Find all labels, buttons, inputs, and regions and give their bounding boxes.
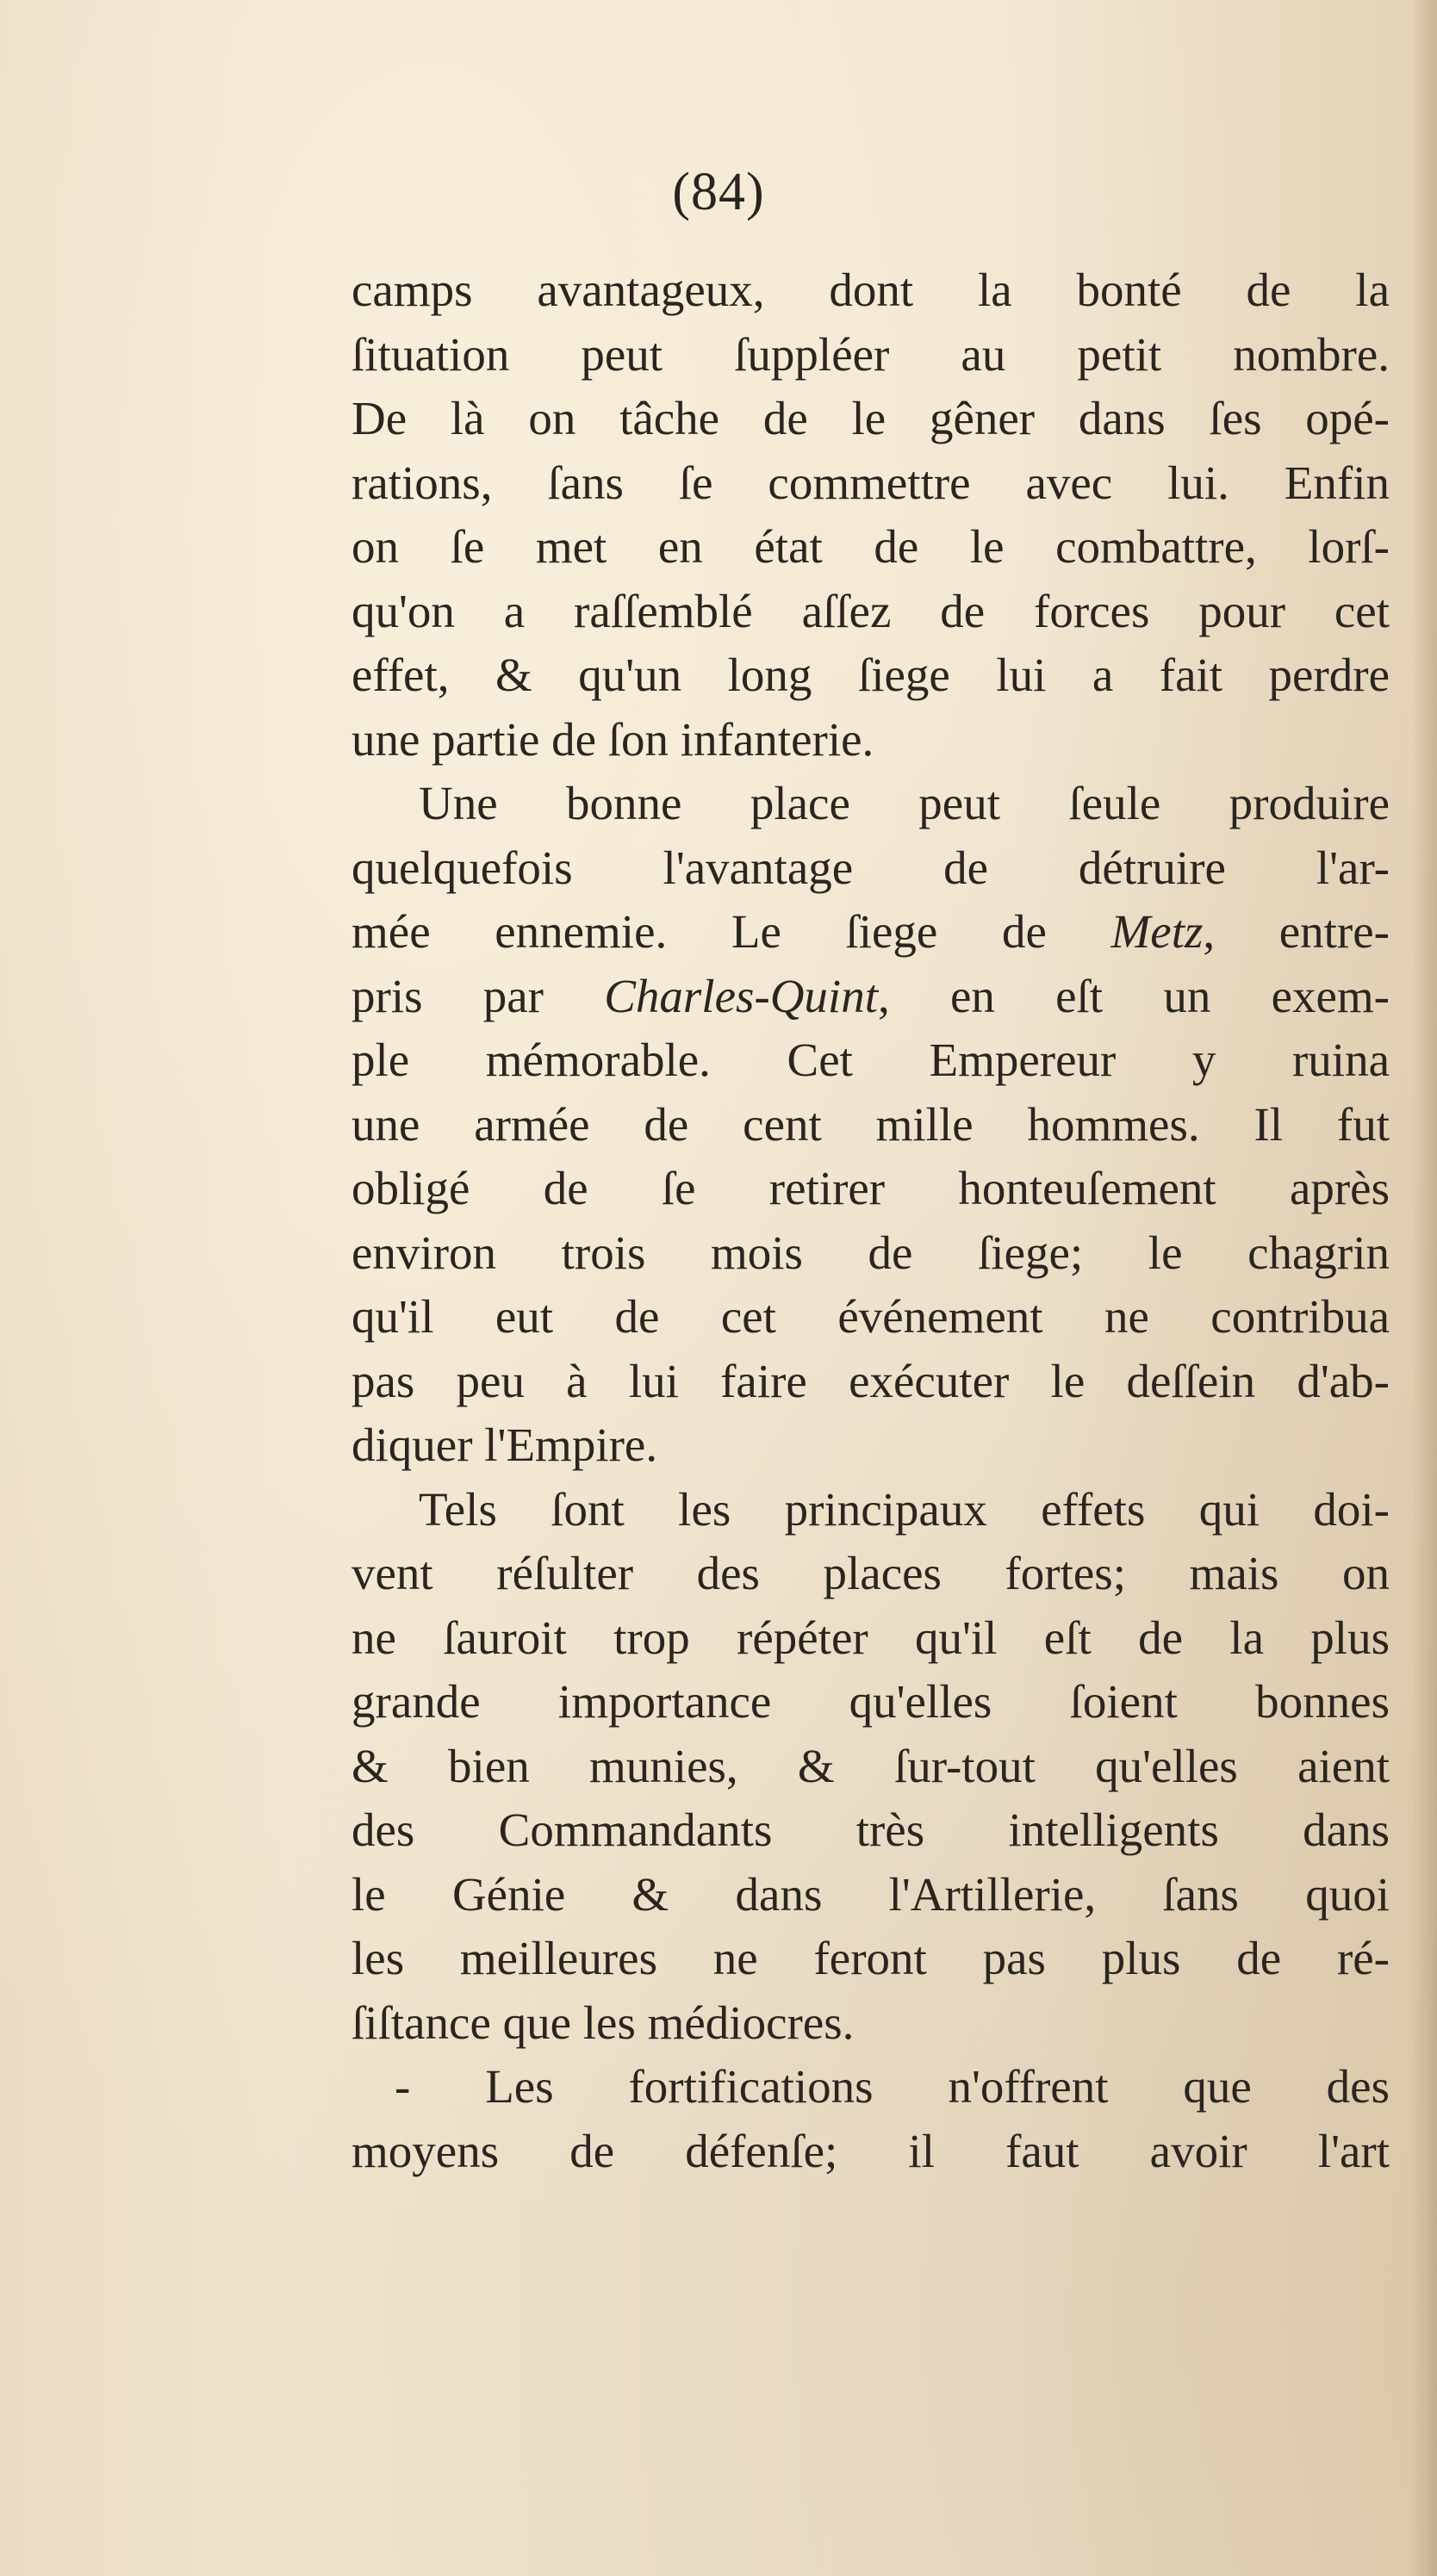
text-line: une partie de ſon infanterie. <box>351 712 874 766</box>
text-line: rations, ſans ſe commettre avec lui. Enfin <box>351 456 1390 509</box>
text-line: moyens de défenſe; il faut avoir l'art <box>351 2124 1390 2177</box>
italic-name: Metz <box>1110 905 1204 958</box>
text-line: le Génie & dans l'Artillerie, ſans quoi <box>351 1867 1390 1921</box>
body-text <box>351 258 1390 2183</box>
text-line: les meilleures ne feront pas plus de ré- <box>351 1932 1390 1984</box>
text-line: pas peu à lui faire exécuter le deſſein d'ab- <box>351 1354 1390 1407</box>
text-line: des Commandants très intelligents dans <box>351 1803 1390 1856</box>
text-line: environ trois mois de ſiege; le chagrin <box>351 1226 1390 1279</box>
text-line: vent réſulter des places fortes; mais on <box>351 1547 1390 1599</box>
text-line: une armée de cent mille hommes. Il fut <box>351 1097 1390 1151</box>
text-line: effet, & qu'un long ſiege lui a fait perdre <box>351 649 1390 701</box>
text-line: De là on tâche de le gêner dans ſes opé- <box>351 392 1390 444</box>
text-line: & bien munies, & ſur-tout qu'elles aient <box>351 1739 1390 1792</box>
text-line: camps avantageux, dont la bonté de la <box>351 264 1390 316</box>
text-line: diquer l'Empire. <box>351 1418 658 1471</box>
text-line: obligé de ſe retirer honteuſement après <box>351 1162 1390 1214</box>
italic-name: Charles-Quint <box>604 969 878 1022</box>
text-line: quelquefois l'avantage de détruire l'ar- <box>351 841 1390 894</box>
text-line: - Les fortifications n'offrent que des <box>395 2060 1390 2113</box>
text-line: qu'on a raſſemblé aſſez de forces pour cet <box>351 584 1390 637</box>
text-line: ſiſtance que les médiocres. <box>351 1996 855 2049</box>
text-line: pris par Charles-Quint, en eſt un exem- <box>351 969 1390 1022</box>
page-edge-shadow <box>1411 0 1437 2576</box>
text-line: ne ſauroit trop répéter qu'il eſt de la plus <box>351 1611 1390 1664</box>
page-number: (84) <box>672 163 765 221</box>
text-line: grande importance qu'elles ſoient bonnes <box>351 1675 1390 1728</box>
text-line: on ſe met en état de le combattre, lorſ- <box>351 520 1390 573</box>
text-line: ſituation peut ſuppléer au petit nombre. <box>351 327 1390 381</box>
text-line: qu'il eut de cet événement ne contribua <box>351 1290 1390 1343</box>
text-line: Tels ſont les principaux effets qui doi- <box>419 1482 1390 1536</box>
text-line: mée ennemie. Le ſiege de Metz, entre- <box>351 905 1390 958</box>
text-line: Une bonne place peut ſeule produire <box>419 777 1390 829</box>
text-line: ple mémorable. Cet Empereur y ruina <box>351 1034 1390 1086</box>
